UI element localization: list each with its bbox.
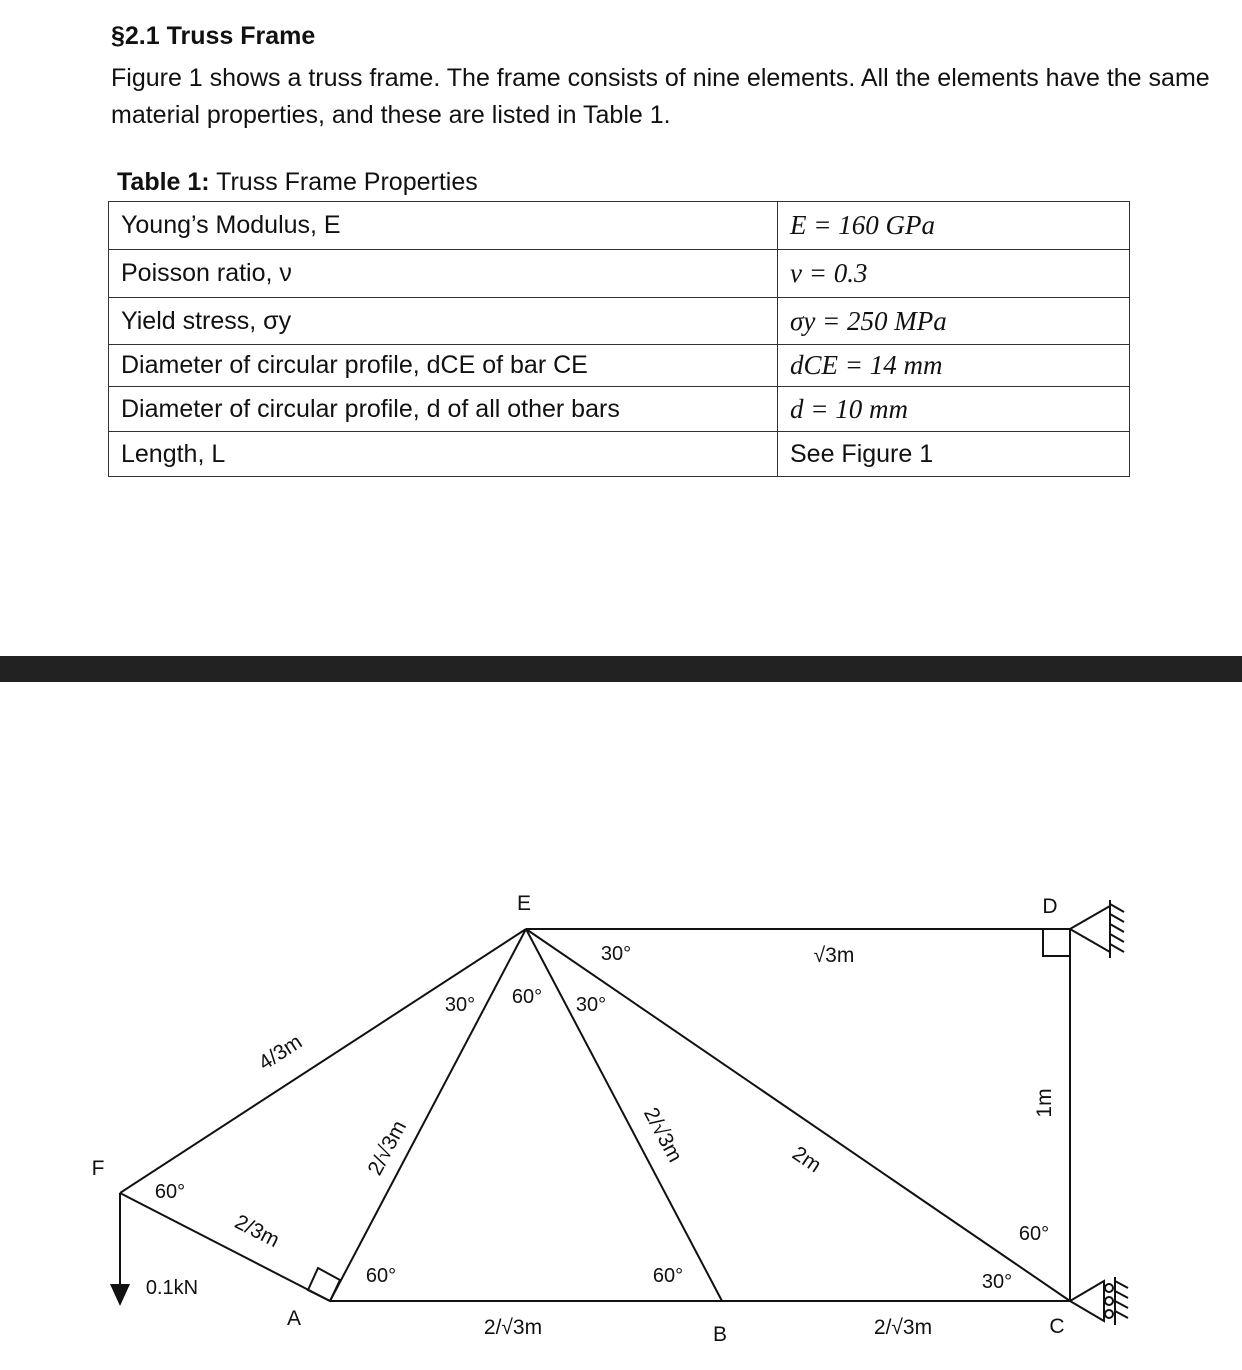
section-divider-bar [0, 656, 1242, 682]
properties-table [108, 201, 1130, 477]
truss-figure [0, 682, 1242, 1370]
length-label-dc: 1m [1033, 1088, 1056, 1118]
row-value-diameter-ce: dCE = 14 mm [778, 345, 1130, 387]
angle-label-c-top: 60° [1018, 1223, 1050, 1245]
roller-support-c [1070, 1277, 1128, 1325]
member-fe [120, 929, 526, 1193]
node-label-f: F [91, 1157, 105, 1180]
right-angle-marker-a [308, 1268, 340, 1301]
load-label: 0.1kN [145, 1277, 199, 1299]
length-label-ae: 2/√3m [363, 1116, 412, 1180]
member-ae [330, 929, 526, 1301]
load-arrow-head [110, 1284, 130, 1306]
node-label-d: D [1042, 895, 1058, 918]
node-label-c: C [1049, 1315, 1065, 1338]
row-label-length: Length, L [109, 432, 778, 477]
node-label-a: A [286, 1307, 302, 1330]
table-caption [117, 168, 478, 197]
intro-paragraph: Figure 1 shows a truss frame. The frame consists of nine elements. All the elements have the same material properties, and these are listed in Table 1. [111, 64, 1210, 129]
member-eb [526, 929, 722, 1301]
row-label-diameter-other: Diameter of circular profile, d of all other bars [109, 387, 778, 432]
angle-label-a: 60° [365, 1265, 397, 1287]
row-value-youngs-modulus: E = 160 GPa [778, 202, 1130, 250]
row-value-diameter-other: d = 10 mm [778, 387, 1130, 432]
row-label-poisson-ratio: Poisson ratio, ν [109, 250, 778, 298]
row-label-yield-stress: Yield stress, σy [109, 298, 778, 345]
table-caption-title: Truss Frame Properties [209, 168, 478, 196]
length-label-fe: 4/3m [254, 1030, 307, 1075]
table-caption-number: Table 1: [117, 168, 210, 196]
row-value-length: See Figure 1 [778, 432, 1130, 477]
table-row [109, 298, 1130, 345]
angle-label-e-mid: 60° [511, 986, 543, 1008]
member-ec [526, 929, 1070, 1301]
angle-label-b: 60° [652, 1265, 684, 1287]
pin-support-d [1070, 900, 1124, 958]
length-label-ec: 2m [788, 1141, 826, 1178]
node-label-e: E [516, 892, 532, 915]
angle-label-e-right: 30° [575, 994, 607, 1016]
length-label-fa: 2/3m [230, 1210, 283, 1253]
length-label-ed: √3m [813, 944, 855, 967]
angle-label-c-left: 30° [981, 1271, 1013, 1293]
table-row [109, 432, 1130, 477]
row-label-youngs-modulus: Young’s Modulus, E [109, 202, 778, 250]
table-row [109, 387, 1130, 432]
table-row [109, 250, 1130, 298]
row-value-yield-stress: σy = 250 MPa [778, 298, 1130, 345]
length-label-ab: 2/√3m [483, 1316, 543, 1339]
table-row [109, 202, 1130, 250]
row-label-diameter-ce: Diameter of circular profile, dCE of bar CE [109, 345, 778, 387]
length-label-bc: 2/√3m [873, 1316, 933, 1339]
angle-label-e-top: 30° [600, 943, 632, 965]
section-heading: §2.1 Truss Frame [111, 22, 316, 50]
angle-label-e-left: 30° [444, 994, 476, 1016]
length-label-eb: 2/√3m [638, 1103, 687, 1167]
angle-label-f: 60° [154, 1181, 186, 1203]
row-value-poisson-ratio: ν = 0.3 [778, 250, 1130, 298]
right-angle-marker-d [1043, 929, 1070, 956]
table-row [109, 345, 1130, 387]
node-label-b: B [712, 1323, 728, 1346]
